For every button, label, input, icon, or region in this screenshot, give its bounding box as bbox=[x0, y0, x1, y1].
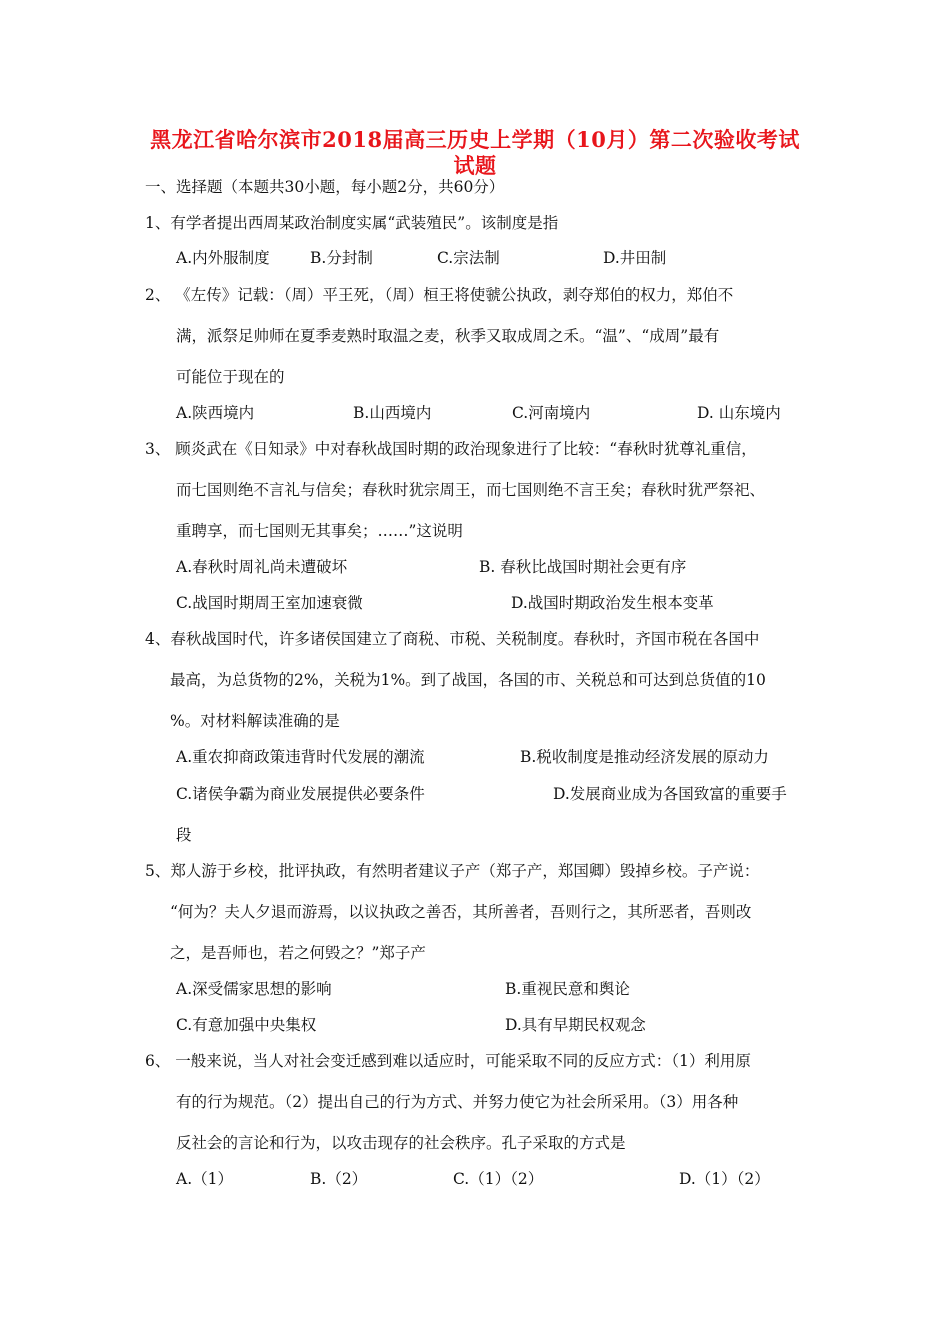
option-c: C.有意加强中央集权 bbox=[176, 1016, 317, 1034]
option-b: B.（2） bbox=[310, 1170, 368, 1188]
option-d: D.战国时期政治发生根本变革 bbox=[511, 594, 714, 612]
question-text-line: 有的行为规范。（2）提出自己的行为方式、并努力使它为社会所采用。（3）用各种 bbox=[176, 1093, 739, 1111]
question-text-line: 之，是吾师也，若之何毁之？”郑子产 bbox=[170, 944, 426, 962]
option-d: D.（1）（2） bbox=[679, 1170, 770, 1188]
option-a: A.重农抑商政策违背时代发展的潮流 bbox=[176, 748, 425, 766]
question-text-line: 2、 《左传》记载：（周）平王死，（周）桓王将使虢公执政，剥夺郑伯的权力，郑伯不 bbox=[145, 286, 734, 304]
option-a: A.陕西境内 bbox=[176, 404, 255, 422]
option-d: D.井田制 bbox=[603, 249, 667, 267]
option-a: A.春秋时周礼尚未遭破坏 bbox=[176, 558, 348, 576]
option-d-continuation: 段 bbox=[176, 826, 192, 844]
question-text-line: 反社会的言论和行为，以攻击现存的社会秩序。孔子采取的方式是 bbox=[176, 1134, 626, 1152]
question-text-line: 而七国则绝不言礼与信矣；春秋时犹宗周王，而七国则绝不言王矣；春秋时犹严祭祀、 bbox=[176, 481, 766, 499]
question-text-line: 重聘享，而七国则无其事矣；……”这说明 bbox=[176, 522, 463, 540]
option-b: B.重视民意和舆论 bbox=[505, 980, 630, 998]
question-text-line: 4、春秋战国时代，许多诸侯国建立了商税、市税、关税制度。春秋时，齐国市税在各国中 bbox=[145, 630, 760, 648]
question-text-line: 最高，为总货物的2%，关税为1%。到了战国，各国的市、关税总和可达到总货值的10 bbox=[170, 671, 766, 689]
option-c: C.诸侯争霸为商业发展提供必要条件 bbox=[176, 785, 425, 803]
option-d: D. 山东境内 bbox=[697, 404, 781, 422]
question-text-line: “何为？夫人夕退而游焉，以议执政之善否，其所善者，吾则行之，其所恶者，吾则改 bbox=[170, 903, 752, 921]
question-text-line: 可能位于现在的 bbox=[176, 368, 285, 386]
document-title-line-2: 试题 bbox=[453, 153, 497, 178]
option-c: C.宗法制 bbox=[437, 249, 500, 267]
option-b: B.山西境内 bbox=[353, 404, 432, 422]
option-a: A.内外服制度 bbox=[176, 249, 270, 267]
question-text-line: 6、 一般来说，当人对社会变迁感到难以适应时，可能采取不同的反应方式：（1）利用原 bbox=[145, 1052, 751, 1070]
option-a: A.深受儒家思想的影响 bbox=[176, 980, 332, 998]
option-c: C.河南境内 bbox=[512, 404, 591, 422]
question-text-line: 5、郑人游于乡校，批评执政，有然明者建议子产（郑子产，郑国卿）毁掉乡校。子产说： bbox=[145, 862, 760, 880]
section-heading: 一、选择题（本题共30小题，每小题2分，共60分） bbox=[145, 178, 505, 196]
option-b: B.税收制度是推动经济发展的原动力 bbox=[520, 748, 769, 766]
question-text-line: %。对材料解读准确的是 bbox=[170, 712, 340, 730]
option-a: A.（1） bbox=[176, 1170, 233, 1188]
option-c: C.战国时期周王室加速衰微 bbox=[176, 594, 363, 612]
question-text-line: 3、 顾炎武在《日知录》中对春秋战国时期的政治现象进行了比较：“春秋时犹尊礼重信， bbox=[145, 440, 757, 458]
question-text-line: 1、有学者提出西周某政治制度实属“武装殖民”。该制度是指 bbox=[145, 214, 559, 232]
option-d: D.发展商业成为各国致富的重要手 bbox=[553, 785, 787, 803]
option-b: B.分封制 bbox=[310, 249, 373, 267]
option-b: B. 春秋比战国时期社会更有序 bbox=[479, 558, 687, 576]
option-c: C.（1）（2） bbox=[453, 1170, 544, 1188]
document-title-line-1: 黑龙江省哈尔滨市2018届高三历史上学期（10月）第二次验收考试 bbox=[150, 127, 800, 152]
option-d: D.具有早期民权观念 bbox=[505, 1016, 646, 1034]
question-text-line: 满，派祭足帅师在夏季麦熟时取温之麦，秋季又取成周之禾。“温”、“成周”最有 bbox=[176, 327, 720, 345]
